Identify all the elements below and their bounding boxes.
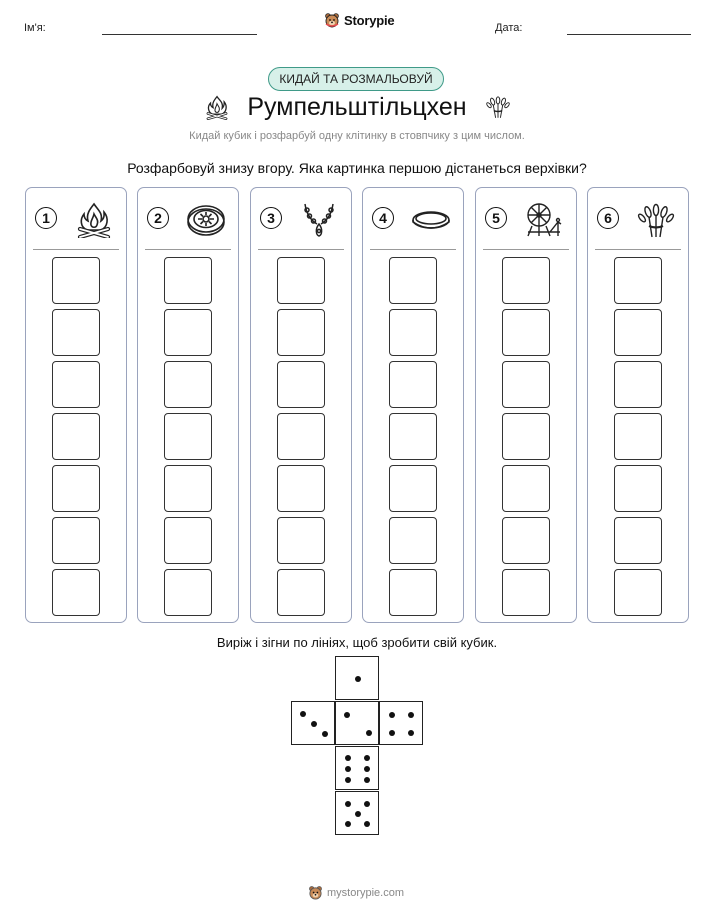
bear-icon xyxy=(324,12,340,28)
dice-pip xyxy=(364,755,370,761)
color-cell[interactable] xyxy=(52,309,100,356)
dice-pip xyxy=(364,801,370,807)
dice-pip xyxy=(389,712,395,718)
wheat-sheaf-icon xyxy=(486,93,510,121)
dice-pip xyxy=(345,821,351,827)
dice-face-3[interactable] xyxy=(291,701,335,745)
column-number: 6 xyxy=(597,207,619,229)
color-cell[interactable] xyxy=(389,361,437,408)
dice-pip xyxy=(322,731,328,737)
color-cell[interactable] xyxy=(502,361,550,408)
column-2 xyxy=(137,187,239,623)
necklace-icon xyxy=(299,202,339,238)
color-cell[interactable] xyxy=(389,309,437,356)
page-subtitle: Кидай кубик і розфарбуй одну клітинку в стовпчику з цим числом. xyxy=(189,130,525,142)
color-cell[interactable] xyxy=(52,517,100,564)
dice-face-2[interactable] xyxy=(335,701,379,745)
color-cell[interactable] xyxy=(164,361,212,408)
dice-face-1[interactable] xyxy=(335,656,379,700)
coloring-instruction: Розфарбовуй знизу вгору. Яка картинка першою дістанеться верхівки? xyxy=(127,160,587,176)
color-cell[interactable] xyxy=(164,309,212,356)
spinning-wheel-icon xyxy=(524,202,564,238)
wheat-sheaf-icon xyxy=(636,202,676,238)
ring-icon xyxy=(411,202,451,238)
color-cell[interactable] xyxy=(389,569,437,616)
dice-pip xyxy=(345,801,351,807)
dice-pip xyxy=(311,721,317,727)
column-number: 3 xyxy=(260,207,282,229)
activity-badge: КИДАЙ ТА РОЗМАЛЬОВУЙ xyxy=(268,67,444,91)
color-cell[interactable] xyxy=(614,517,662,564)
color-cell[interactable] xyxy=(52,257,100,304)
column-4 xyxy=(362,187,464,623)
color-cell[interactable] xyxy=(614,257,662,304)
dice-pip xyxy=(300,711,306,717)
column-number: 1 xyxy=(35,207,57,229)
color-cell[interactable] xyxy=(277,517,325,564)
column-1 xyxy=(25,187,127,623)
footer xyxy=(308,885,404,900)
color-cell[interactable] xyxy=(277,465,325,512)
color-cell[interactable] xyxy=(502,413,550,460)
color-cell[interactable] xyxy=(164,465,212,512)
color-cell[interactable] xyxy=(277,569,325,616)
dice-face-6[interactable] xyxy=(335,746,379,790)
color-cell[interactable] xyxy=(164,517,212,564)
logo-text: Storypie xyxy=(344,12,395,28)
color-cell[interactable] xyxy=(52,465,100,512)
dice-pip xyxy=(408,730,414,736)
color-cell[interactable] xyxy=(164,413,212,460)
name-label: Ім'я: xyxy=(24,22,46,34)
column-number: 5 xyxy=(485,207,507,229)
dice-pip xyxy=(345,755,351,761)
color-cell[interactable] xyxy=(52,413,100,460)
campfire-icon xyxy=(74,202,114,238)
color-cell[interactable] xyxy=(502,257,550,304)
dice-pip xyxy=(408,712,414,718)
dice-face-5[interactable] xyxy=(335,791,379,835)
column-divider xyxy=(483,249,569,250)
color-cell[interactable] xyxy=(614,309,662,356)
name-line[interactable] xyxy=(102,34,257,35)
column-divider xyxy=(595,249,681,250)
color-cell[interactable] xyxy=(614,569,662,616)
dice-pip xyxy=(345,766,351,772)
color-cell[interactable] xyxy=(389,465,437,512)
dice-pip xyxy=(366,730,372,736)
color-cell[interactable] xyxy=(52,569,100,616)
color-cell[interactable] xyxy=(614,465,662,512)
color-cell[interactable] xyxy=(389,517,437,564)
storypie-logo xyxy=(324,12,394,28)
dice-pip xyxy=(364,766,370,772)
column-3 xyxy=(250,187,352,623)
dice-face-4[interactable] xyxy=(379,701,423,745)
bear-icon xyxy=(308,885,323,900)
dice-pip xyxy=(345,777,351,783)
color-cell[interactable] xyxy=(277,309,325,356)
color-cell[interactable] xyxy=(389,413,437,460)
cut-instruction: Виріж і зігни по лініях, щоб зробити свій кубик. xyxy=(216,635,498,650)
color-cell[interactable] xyxy=(502,465,550,512)
dice-pip xyxy=(344,712,350,718)
date-line[interactable] xyxy=(567,34,691,35)
color-cell[interactable] xyxy=(277,257,325,304)
color-cell[interactable] xyxy=(614,413,662,460)
color-cell[interactable] xyxy=(164,257,212,304)
dice-net xyxy=(290,656,426,836)
color-cell[interactable] xyxy=(52,361,100,408)
column-divider xyxy=(145,249,231,250)
color-cell[interactable] xyxy=(164,569,212,616)
column-5 xyxy=(475,187,577,623)
color-cell[interactable] xyxy=(614,361,662,408)
column-divider xyxy=(33,249,119,250)
color-cell[interactable] xyxy=(502,309,550,356)
color-cell[interactable] xyxy=(502,517,550,564)
dice-pip xyxy=(364,777,370,783)
column-6 xyxy=(587,187,689,623)
dice-pip xyxy=(355,811,361,817)
date-label: Дата: xyxy=(495,22,523,34)
gold-coin-icon xyxy=(186,202,226,238)
page-title: Румпельштільцхен xyxy=(247,93,467,121)
column-divider xyxy=(258,249,344,250)
column-number: 4 xyxy=(372,207,394,229)
color-cell[interactable] xyxy=(502,569,550,616)
dice-pip xyxy=(389,730,395,736)
footer-link[interactable]: mystorypie.com xyxy=(327,886,405,899)
color-cell[interactable] xyxy=(277,361,325,408)
column-number: 2 xyxy=(147,207,169,229)
color-cell[interactable] xyxy=(277,413,325,460)
dice-pip xyxy=(355,676,361,682)
column-divider xyxy=(370,249,456,250)
color-cell[interactable] xyxy=(389,257,437,304)
dice-pip xyxy=(364,821,370,827)
